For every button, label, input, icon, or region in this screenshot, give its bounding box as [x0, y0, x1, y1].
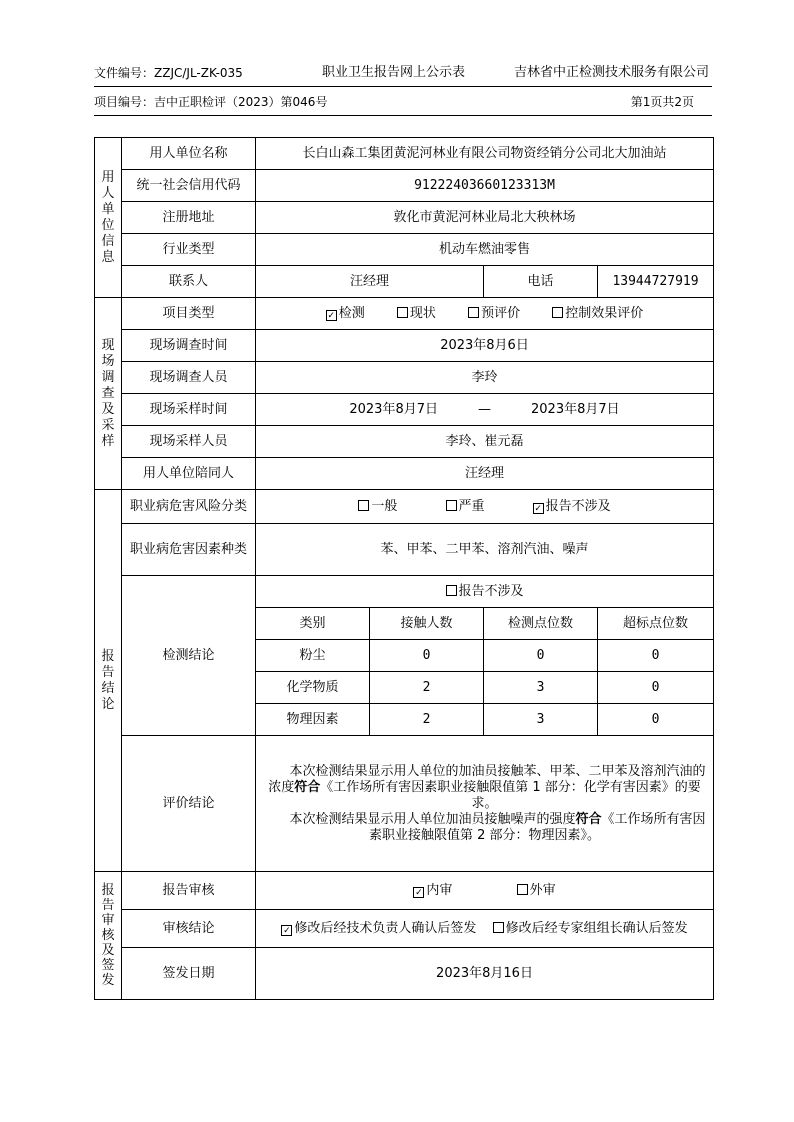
row-survey-time [95, 330, 714, 362]
option-label: 检测 [338, 305, 365, 321]
credit-code-value: 91222403660123313M [256, 170, 714, 202]
option-label: 严重 [458, 498, 485, 514]
detection-option-na[interactable] [446, 584, 524, 600]
survey-staff-label: 现场调查人员 [122, 362, 256, 394]
row-issue-date [95, 948, 714, 1000]
row-evaluation [95, 736, 714, 872]
industry-value: 机动车燃油零售 [256, 234, 714, 266]
file-number: 文件编号：ZZJC/JL-ZK-035 [94, 66, 243, 80]
document-title: 职业卫生报告网上公示表 [322, 65, 466, 80]
option-label: 报告不涉及 [545, 498, 611, 514]
address-label: 注册地址 [122, 202, 256, 234]
address-value: 敦化市黄泥河林业局北大秧林场 [256, 202, 714, 234]
audit-result-options [256, 910, 714, 948]
audit-option-internal[interactable] [413, 883, 452, 899]
option-label: 内审 [426, 882, 453, 898]
company-name: 吉林省中正检测技术服务有限公司 [514, 65, 710, 80]
option-label: 报告不涉及 [458, 583, 524, 599]
row-project-type [95, 298, 714, 330]
column-header: 超标点位数 [598, 608, 714, 640]
project-type-option-pre-eval[interactable] [468, 306, 520, 322]
credit-code-label: 统一社会信用代码 [122, 170, 256, 202]
eval-label: 评价结论 [122, 736, 256, 872]
escort-label: 用人单位陪同人 [122, 458, 256, 490]
employer-name-label: 用人单位名称 [122, 138, 256, 170]
eval-paragraph-1 [260, 764, 709, 812]
sampling-time-value [256, 394, 714, 426]
checkbox-icon[interactable] [413, 887, 424, 898]
column-header: 检测点位数 [484, 608, 598, 640]
table-cell: 0 [484, 640, 598, 672]
eval-conform-keyword: 符合 [575, 811, 602, 827]
project-type-option-status[interactable] [397, 306, 436, 322]
phone-value: 13944727919 [598, 266, 714, 298]
sampling-separator: — [478, 401, 491, 417]
checkbox-icon[interactable] [397, 307, 408, 318]
header-divider [94, 86, 712, 87]
eval-paragraph-2 [260, 812, 709, 844]
audit-result-option-expert[interactable] [493, 921, 688, 937]
contact-value: 汪经理 [256, 266, 484, 298]
option-label: 修改后经专家组组长确认后签发 [505, 920, 688, 936]
audit-label: 报告审核 [122, 872, 256, 910]
table-cell: 2 [370, 704, 484, 736]
row-sampling-staff [95, 426, 714, 458]
employer-name-value: 长白山森工集团黄泥河林业有限公司物资经销分公司北大加油站 [256, 138, 714, 170]
eval-text-part: 《工作场所有害因素职业接触限值第 2 部分：物理因素》。 [368, 811, 706, 843]
page-info: 第1页共2页 [630, 95, 694, 109]
table-cell: 0 [598, 672, 714, 704]
row-employer-name [95, 138, 714, 170]
risk-option-general[interactable] [358, 499, 397, 515]
checkbox-icon[interactable] [446, 500, 457, 511]
detection-na [256, 576, 714, 608]
disclosure-form [94, 137, 714, 1000]
risk-option-serious[interactable] [446, 499, 485, 515]
checkbox-icon[interactable] [446, 585, 457, 596]
row-risk [95, 490, 714, 524]
option-label: 一般 [371, 498, 398, 514]
checkbox-icon[interactable] [552, 307, 563, 318]
row-escort [95, 458, 714, 490]
table-cell: 物理因素 [256, 704, 370, 736]
option-label: 预评价 [481, 305, 521, 321]
section-conclusion-label: 报告结论 [101, 648, 115, 712]
table-cell: 2 [370, 672, 484, 704]
option-label: 控制效果评价 [565, 305, 644, 321]
row-industry [95, 234, 714, 266]
survey-staff-value: 李玲 [256, 362, 714, 394]
audit-result-option-tech[interactable] [281, 921, 476, 937]
project-type-options [256, 298, 714, 330]
column-header: 接触人数 [370, 608, 484, 640]
survey-time-label: 现场调查时间 [122, 330, 256, 362]
table-cell: 化学物质 [256, 672, 370, 704]
row-audit [95, 872, 714, 910]
checkbox-icon[interactable] [517, 884, 528, 895]
table-cell: 粉尘 [256, 640, 370, 672]
eval-text-part: 本次检测结果显示用人单位的加油员接触苯、甲苯、二甲苯及溶剂汽油的浓度 [268, 763, 706, 795]
risk-options [256, 490, 714, 524]
section-survey-label: 现场调查及采样 [101, 337, 115, 449]
sampling-time-label: 现场采样时间 [122, 394, 256, 426]
eval-conform-keyword: 符合 [294, 779, 321, 795]
column-header: 类别 [256, 608, 370, 640]
detection-label: 检测结论 [122, 576, 256, 736]
checkbox-icon[interactable] [533, 503, 544, 514]
checkbox-icon[interactable] [468, 307, 479, 318]
table-cell: 0 [370, 640, 484, 672]
table-cell: 3 [484, 704, 598, 736]
sampling-end: 2023年8月7日 [531, 401, 620, 417]
industry-label: 行业类型 [122, 234, 256, 266]
project-type-label: 项目类型 [122, 298, 256, 330]
sampling-staff-label: 现场采样人员 [122, 426, 256, 458]
hazard-label: 职业病危害因素种类 [122, 524, 256, 576]
section-review-label: 报告审核及签发 [101, 882, 115, 988]
project-type-option-test[interactable] [326, 306, 365, 322]
option-label: 修改后经技术负责人确认后签发 [294, 920, 477, 936]
survey-time-value: 2023年8月6日 [256, 330, 714, 362]
section-survey [95, 298, 122, 490]
row-detection-na [95, 576, 714, 608]
issue-date-label: 签发日期 [122, 948, 256, 1000]
table-cell: 3 [484, 672, 598, 704]
row-address [95, 202, 714, 234]
section-employer [95, 138, 122, 298]
risk-label: 职业病危害风险分类 [122, 490, 256, 524]
eval-text [256, 736, 714, 872]
sampling-staff-value: 李玲、崔元磊 [256, 426, 714, 458]
row-sampling-time [95, 394, 714, 426]
checkbox-icon[interactable] [326, 310, 337, 321]
option-label: 现状 [409, 305, 436, 321]
contact-label: 联系人 [122, 266, 256, 298]
row-contact [95, 266, 714, 298]
row-audit-result [95, 910, 714, 948]
audit-options [256, 872, 714, 910]
audit-option-external[interactable] [517, 883, 556, 899]
row-credit-code [95, 170, 714, 202]
project-type-option-control-eval[interactable] [552, 306, 643, 322]
section-conclusion [95, 490, 122, 872]
audit-result-label: 审核结论 [122, 910, 256, 948]
escort-value: 汪经理 [256, 458, 714, 490]
row-hazard [95, 524, 714, 576]
checkbox-icon[interactable] [281, 925, 292, 936]
eval-text-part: 本次检测结果显示用人单位加油员接触噪声的强度 [289, 811, 576, 827]
checkbox-icon[interactable] [358, 500, 369, 511]
project-number: 项目编号：吉中正职检评（2023）第046号 [94, 95, 328, 109]
sampling-start: 2023年8月7日 [349, 401, 438, 417]
section-review [95, 872, 122, 1000]
table-cell: 0 [598, 640, 714, 672]
option-label: 外审 [529, 882, 556, 898]
eval-text-part: 《工作场所有害因素职业接触限值第 1 部分：化学有害因素》的要求。 [320, 779, 701, 811]
row-survey-staff [95, 362, 714, 394]
section-employer-label: 用人单位信息 [101, 169, 115, 265]
checkbox-icon[interactable] [493, 922, 504, 933]
risk-option-na[interactable] [533, 499, 611, 515]
header-divider-bottom [94, 115, 712, 116]
phone-label: 电话 [484, 266, 598, 298]
issue-date-value: 2023年8月16日 [256, 948, 714, 1000]
hazard-value: 苯、甲苯、二甲苯、溶剂汽油、噪声 [256, 524, 714, 576]
table-cell: 0 [598, 704, 714, 736]
